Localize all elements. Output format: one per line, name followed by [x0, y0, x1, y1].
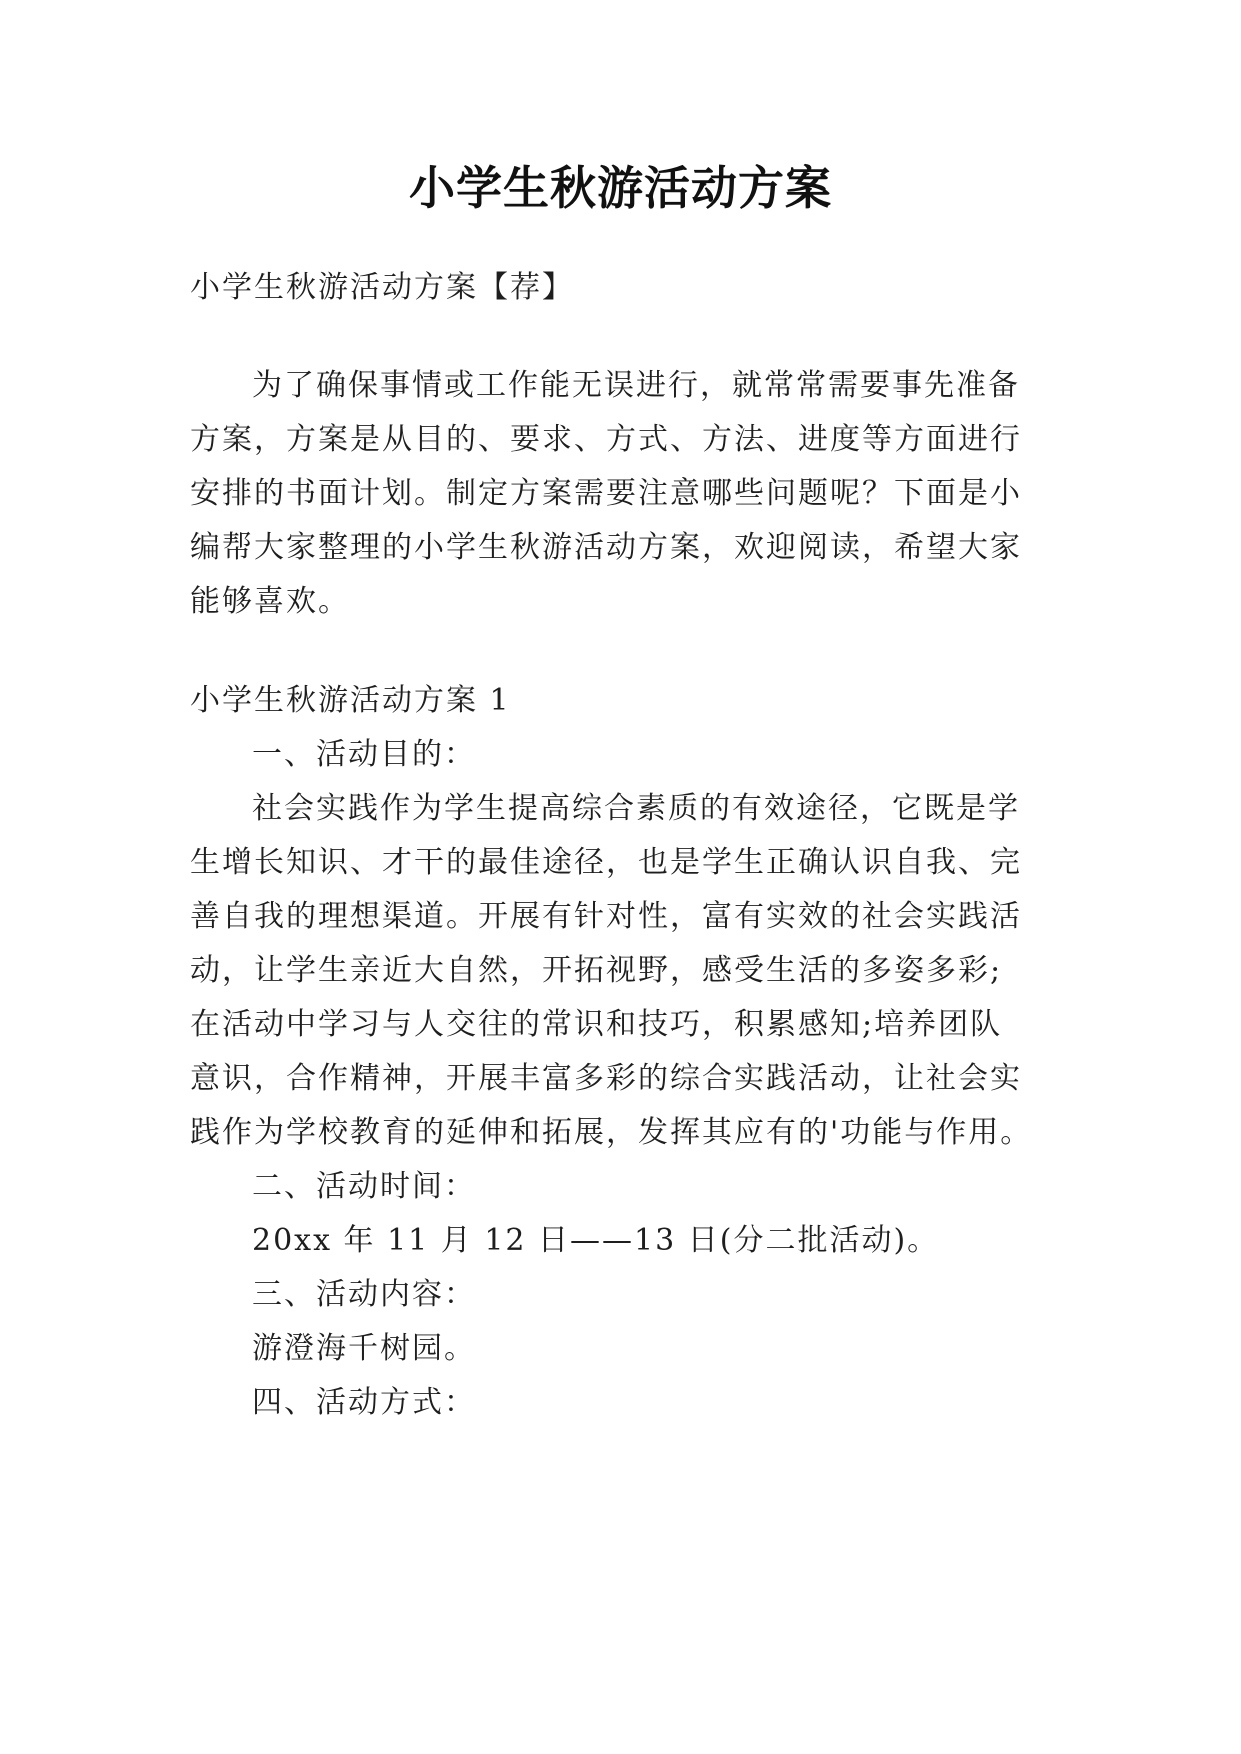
- intro-line-2: 方案，方案是从目的、要求、方式、方法、进度等方面进行: [190, 422, 1022, 457]
- time-body: 20xx 年 11 月 12 日——13 日(分二批活动)。: [252, 1223, 940, 1258]
- intro-line-1: 为了确保事情或工作能无误进行，就常常需要事先准备: [252, 368, 1020, 403]
- purpose-line-3: 善自我的理想渠道。开展有针对性，富有实效的社会实践活: [190, 899, 1022, 934]
- purpose-line-7: 践作为学校教育的延伸和拓展，发挥其应有的'功能与作用。: [190, 1115, 1033, 1150]
- time-heading: 二、活动时间：: [252, 1169, 476, 1204]
- purpose-line-2: 生增长知识、才干的最佳途径，也是学生正确认识自我、完: [190, 845, 1022, 880]
- intro-line-4: 编帮大家整理的小学生秋游活动方案，欢迎阅读，希望大家: [190, 530, 1022, 565]
- purpose-line-1: 社会实践作为学生提高综合素质的有效途径，它既是学: [252, 791, 1020, 826]
- content-heading: 三、活动内容：: [252, 1277, 476, 1312]
- document-title: 小学生秋游活动方案: [409, 161, 832, 215]
- content-body: 游澄海千树园。: [252, 1331, 476, 1366]
- purpose-line-5: 在活动中学习与人交往的常识和技巧，积累感知;培养团队: [190, 1007, 1003, 1042]
- purpose-heading: 一、活动目的：: [252, 737, 476, 772]
- intro-line-5: 能够喜欢。: [190, 584, 350, 619]
- section-heading: 小学生秋游活动方案 1: [190, 683, 511, 718]
- purpose-line-4: 动，让学生亲近大自然，开拓视野，感受生活的多姿多彩;: [190, 953, 1003, 988]
- intro-line-3: 安排的书面计划。制定方案需要注意哪些问题呢？下面是小: [190, 476, 1022, 511]
- document-subtitle: 小学生秋游活动方案【荐】: [190, 270, 574, 305]
- method-heading: 四、活动方式：: [252, 1385, 476, 1420]
- purpose-line-6: 意识，合作精神，开展丰富多彩的综合实践活动，让社会实: [190, 1061, 1022, 1096]
